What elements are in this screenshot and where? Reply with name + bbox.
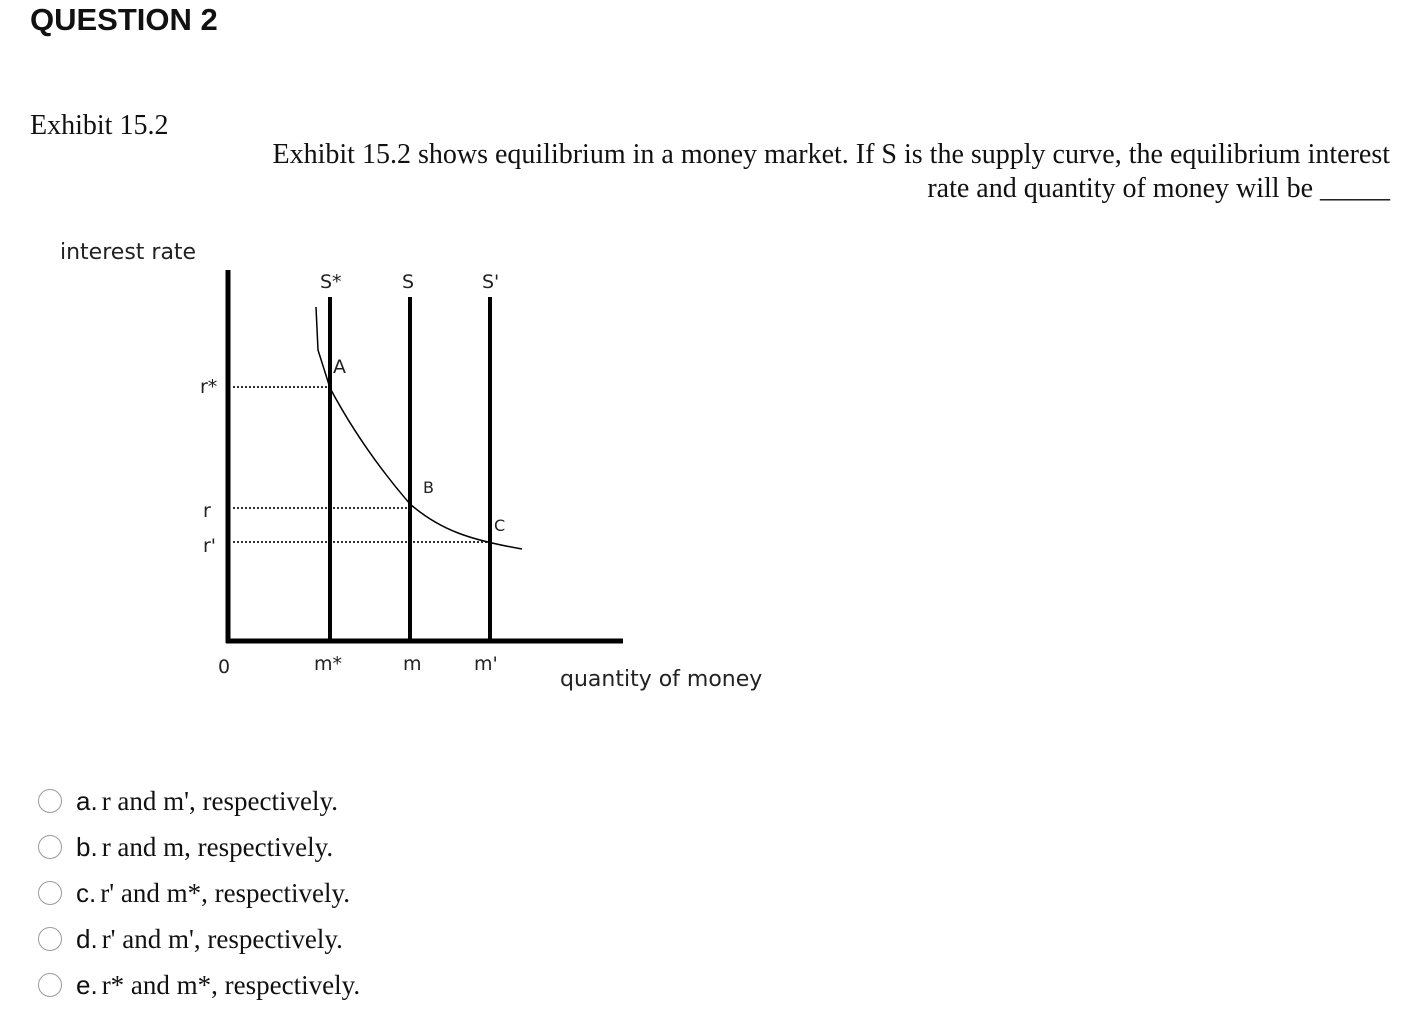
option-d[interactable]	[38, 916, 360, 962]
exhibit-label: Exhibit 15.2	[30, 110, 169, 141]
supply-label-s-prime: S'	[482, 271, 500, 293]
origin-label: 0	[218, 656, 231, 678]
option-a[interactable]	[38, 778, 360, 824]
option-c[interactable]	[38, 870, 360, 916]
option-e-text: r* and m*, respectively.	[101, 969, 361, 1000]
y-tick-r-prime: r'	[203, 535, 217, 557]
question-text-line-2: rate and quantity of money will be _____	[927, 173, 1390, 204]
point-c-label: C	[494, 516, 506, 535]
radio-a[interactable]	[38, 789, 62, 813]
radio-e[interactable]	[38, 973, 62, 997]
point-a-label: A	[333, 356, 346, 378]
option-d-text: r' and m', respectively.	[101, 923, 343, 954]
y-tick-r-star: r*	[200, 376, 218, 398]
radio-d[interactable]	[38, 927, 62, 951]
option-b-text: r and m, respectively.	[101, 831, 334, 862]
question-text	[160, 138, 1390, 206]
option-d-letter: d.	[76, 923, 98, 954]
x-tick-m-star: m*	[314, 653, 343, 675]
y-tick-r: r	[203, 500, 211, 522]
option-a-text: r and m', respectively.	[101, 785, 338, 816]
option-e-letter: e.	[76, 969, 98, 1000]
supply-label-s-star: S*	[320, 271, 342, 293]
question-text-line-1: Exhibit 15.2 shows equilibrium in a money market. If S is the supply curve, the equilibrium interest	[272, 139, 1390, 170]
question-header: QUESTION 2	[30, 2, 218, 37]
option-e[interactable]	[38, 962, 360, 1008]
money-market-exhibit	[0, 225, 820, 705]
y-axis-label: interest rate	[60, 240, 197, 265]
x-tick-m: m	[403, 653, 422, 675]
point-b-label: B	[423, 478, 434, 497]
option-b-letter: b.	[76, 831, 98, 862]
radio-c[interactable]	[38, 881, 62, 905]
option-a-letter: a.	[76, 785, 98, 816]
x-axis-label: quantity of money	[560, 667, 763, 692]
radio-b[interactable]	[38, 835, 62, 859]
x-tick-m-prime: m'	[474, 653, 498, 675]
supply-label-s: S	[402, 271, 415, 293]
answer-options	[38, 778, 360, 1008]
option-c-letter: c.	[76, 877, 97, 908]
option-c-text: r' and m*, respectively.	[100, 877, 351, 908]
option-b[interactable]	[38, 824, 360, 870]
